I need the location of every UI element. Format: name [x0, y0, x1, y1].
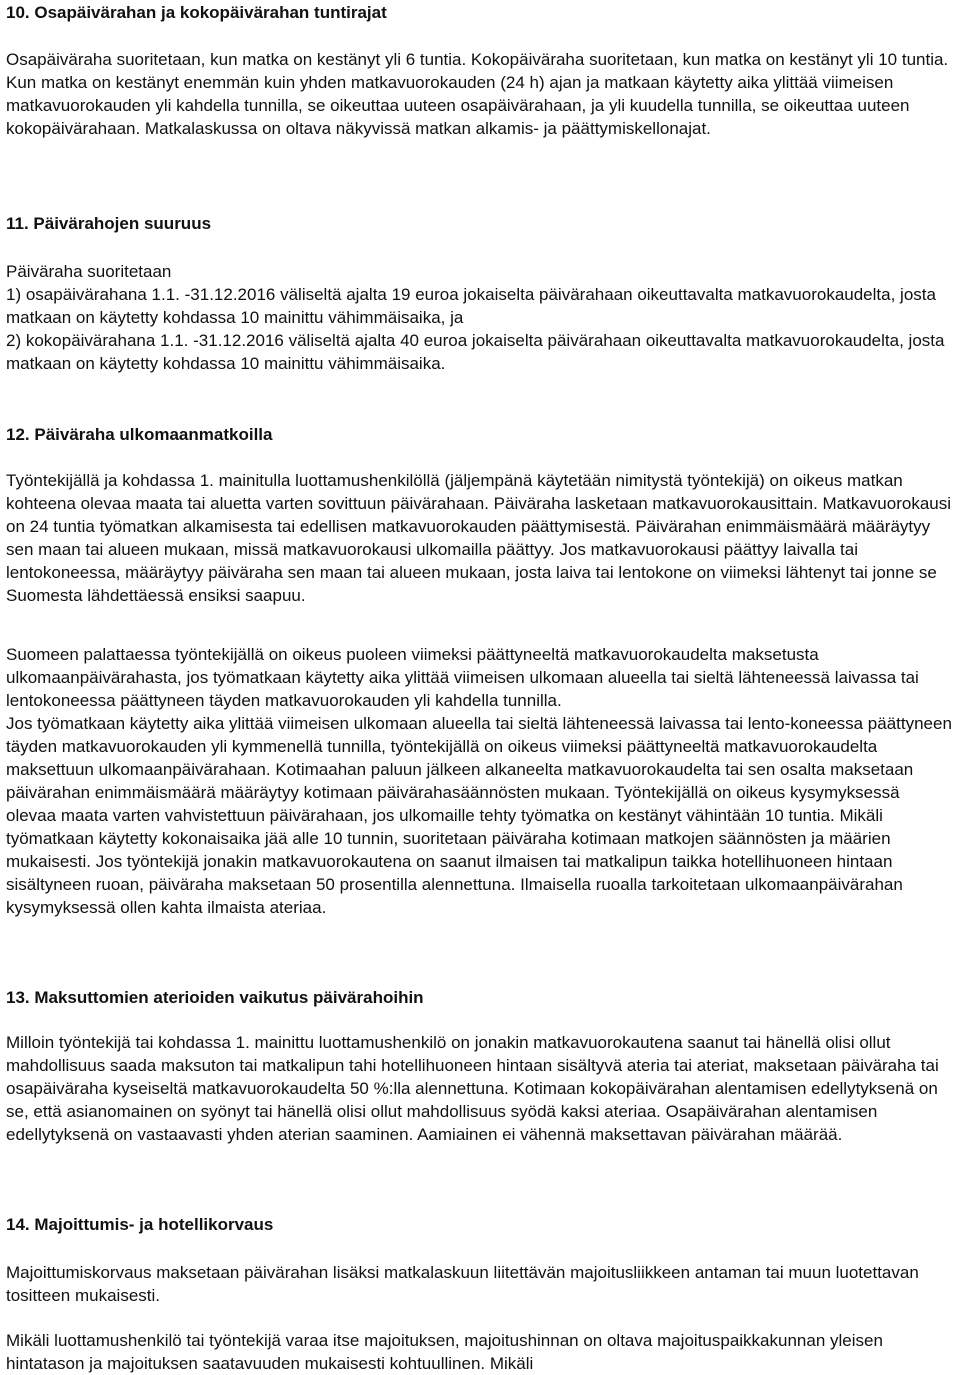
section-heading: 14. Majoittumis- ja hotellikorvaus: [6, 1215, 274, 1234]
section-heading: 13. Maksuttomien aterioiden vaikutus päivärahoihin: [6, 988, 424, 1007]
paragraph: Päiväraha suoritetaan: [6, 262, 172, 281]
section-heading: 10. Osapäivärahan ja kokopäivärahan tuntirajat: [6, 3, 387, 22]
paragraph: Milloin työntekijä tai kohdassa 1. mainittu luottamushenkilö on jonakin matkavuorokautena saanut tai hänellä olisi ollut mahdollisuus saada maksuton tai matkalipun tahi hotellihuoneen hintaan sisältyvä ateria tai ateriat, maksetaan päiväraha tai osapäiväraha kyseiseltä matkavuorokaudelta 50 %:lla alennettuna. Kotimaan kokopäivärahan alentamisen edellytyksenä on se, että asianomainen on syönyt tai hänellä olisi ollut mahdollisuus syödä kaksi ateriaa. Osapäivärahan alentamisen edellytyksenä on vastaavasti yhden aterian saaminen. Aamiainen ei vähennä maksettavan päivärahan määrää.: [6, 1033, 939, 1144]
section-10-body: [6, 48, 952, 140]
section-12-body: [6, 469, 952, 607]
section-13-body: [6, 1031, 952, 1146]
paragraph: Työntekijällä ja kohdassa 1. mainitulla luottamushenkilöllä (jäljempänä käytetään nimitystä työntekijä) on oikeus matkan kohteena olevaa maata tai aluetta varten sovittuun päivärahaan. Päiväraha lasketaan matkavuorokausittain. Matkavuorokausi on 24 tuntia työmatkan alkamisesta tai edellisen matkavuorokauden päättymisestä. Päivärahan enimmäismäärä määräytyy sen maan tai alueen mukaan, missä matkavuorokausi ulkomailla päättyy. Jos matkavuorokausi päättyy laivalla tai lentokoneessa, määräytyy päiväraha sen maan tai alueen mukaan, josta laiva tai lentokone on viimeksi lähtenyt tai jonne se Suomesta lähdettäessä ensiksi saapuu.: [6, 471, 952, 605]
paragraph: 2) kokopäivärahana 1.1. -31.12.2016 väliseltä ajalta 40 euroa jokaiselta päivärahaan oikeuttavalta matkavuorokaudelta, josta matkaan on käytetty kohdassa 10 mainittu vähimmäisaika.: [6, 331, 945, 373]
section-14-body: [6, 1261, 952, 1307]
section-14: [6, 1213, 952, 1236]
section-heading: 12. Päiväraha ulkomaanmatkoilla: [6, 425, 273, 444]
paragraph: Majoittumiskorvaus maksetaan päivärahan lisäksi matkalaskuun liitettävän majoitusliikkeen antaman tai muun luotettavan tositteen mukaisesti.: [6, 1263, 919, 1305]
section-11-body: [6, 260, 952, 375]
paragraph: Jos työmatkaan käytetty aika ylittää viimeisen ulkomaan alueella tai sieltä lähteneessä laivassa tai lento-koneessa päättyneen täyden matkavuorokauden yli kymmenellä tunnilla, työntekijällä on oikeus viimeksi päättyneeltä matkavuorokaudelta maksettuun ulkomaanpäivärahaan. Kotimaahan paluun jälkeen alkaneelta matkavuorokaudelta tai sen osalta maksetaan päivärahan enimmäismäärä määräytyy kotimaan päivärahasäännösten mukaan. Työntekijällä on oikeus kysymyksessä olevaa maata varten vahvistettuun päivärahaan, jos ulkomaille tehty työmatka on kestänyt vähintään 10 tuntia. Mikäli työmatkaan käytetty kokonaisaika jää alle 10 tunnin, suoritetaan päiväraha kotimaan matkojen säännösten ja määrien mukaisesti. Jos työntekijä jonakin matkavuorokautena on saanut ilmaisen tai matkalipun taikka hotellihuoneen hintaan sisältyneen ruoan, päiväraha maksetaan 50 prosentilla alennettuna. Ilmaisella ruoalla tarkoitetaan ulkomaanpäivärahan kysymyksessä ollen kahta ilmaista ateriaa.: [6, 714, 952, 917]
paragraph: Osapäiväraha suoritetaan, kun matka on kestänyt yli 6 tuntia. Kokopäiväraha suoritetaan, kun matka on kestänyt yli 10 tuntia. Kun matka on kestänyt enemmän kuin yhden matkavuorokauden (24 h) ajan ja matkaan käytetty aika ylittää viimeisen matkavuorokauden yli kahdella tunnilla, se oikeuttaa uuteen osapäivärahaan, ja yli kuudella tunnilla, se oikeuttaa uuteen kokopäivärahaan. Matkalaskussa on oltava näkyvissä matkan alkamis- ja päättymiskellonajat.: [6, 50, 949, 138]
section-14-body-2: [6, 1329, 952, 1375]
section-10: [6, 1, 952, 24]
section-12-body-2: [6, 643, 952, 919]
paragraph: 1) osapäivärahana 1.1. -31.12.2016 väliseltä ajalta 19 euroa jokaiselta päivärahaan oikeuttavalta matkavuorokaudelta, josta matkaan on käytetty kohdassa 10 mainittu vähimmäisaika, ja: [6, 285, 936, 327]
section-11: [6, 212, 952, 235]
paragraph: Suomeen palattaessa työntekijällä on oikeus puoleen viimeksi päättyneeltä matkavuorokaudelta maksetusta ulkomaanpäivärahasta, jos työmatkaan käytetty aika ylittää viimeisen ulkomaan alueella tai sieltä lähteneessä laivassa tai lentokoneessa päättyneen täyden matkavuorokauden yli kahdella tunnilla.: [6, 645, 919, 710]
paragraph: Mikäli luottamushenkilö tai työntekijä varaa itse majoituksen, majoitushinnan on oltava majoituspaikkakunnan yleisen hintatason ja majoituksen saatavuuden mukaisesti kohtuullinen. Mikäli: [6, 1331, 883, 1373]
section-12: [6, 423, 952, 446]
section-heading: 11. Päivärahojen suuruus: [6, 214, 212, 233]
section-13: [6, 986, 952, 1009]
